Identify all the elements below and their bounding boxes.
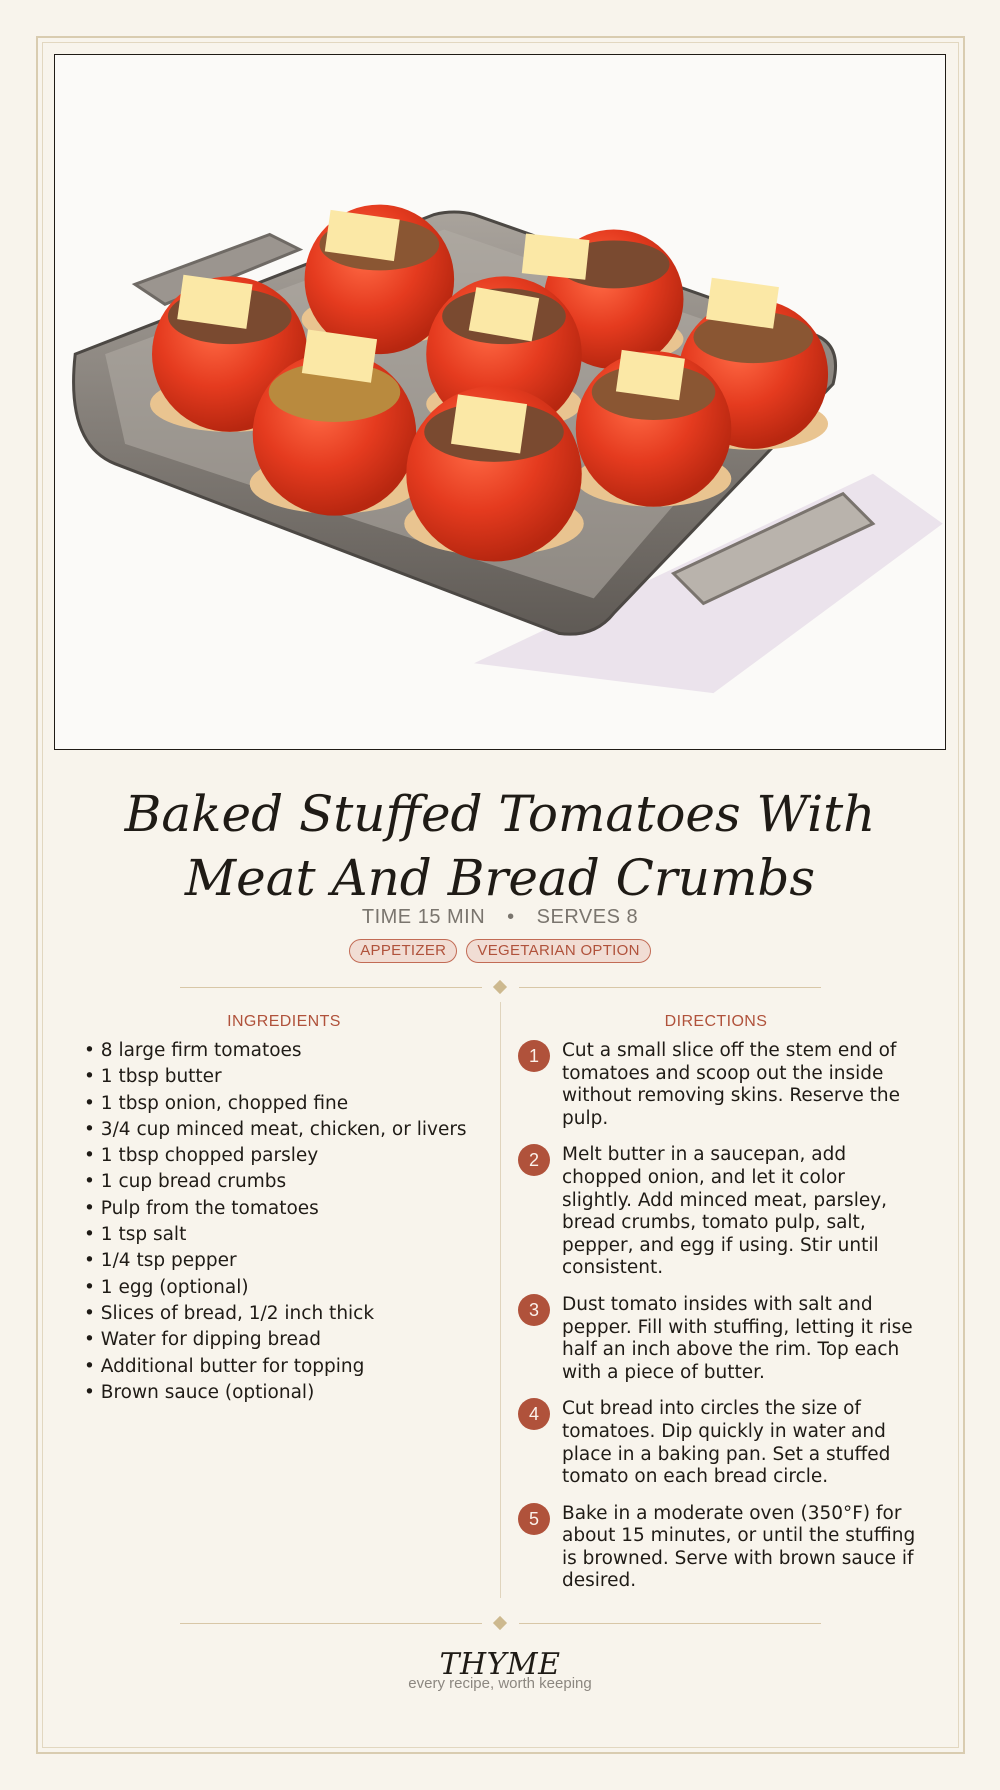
step-number-badge: 4 bbox=[518, 1398, 550, 1430]
directions-list bbox=[518, 1040, 918, 1593]
ingredients-list bbox=[84, 1038, 494, 1406]
brand-tagline: every recipe, worth keeping bbox=[408, 1675, 592, 1692]
recipe-hero-image bbox=[54, 54, 946, 750]
brand-logo: THYME bbox=[439, 1647, 561, 1682]
direction-step bbox=[518, 1040, 918, 1130]
tag-appetizer[interactable]: APPETIZER bbox=[349, 939, 457, 963]
step-text: Bake in a moderate oven (350°F) for about 15 minutes, or until the stuffing is browned. Serve with brown sauce if desired. bbox=[562, 1502, 916, 1592]
column-divider bbox=[500, 1002, 501, 1598]
list-item: • Slices of bread, 1/2 inch thick bbox=[84, 1302, 375, 1324]
list-item: • 1 egg (optional) bbox=[84, 1276, 249, 1298]
list-item: • Water for dipping bread bbox=[84, 1329, 321, 1351]
recipe-servings: SERVES 8 bbox=[536, 906, 639, 928]
step-text: Melt butter in a saucepan, add chopped onion, and let it color slightly. Add minced meat, parsley, bread crumbs, tomato pulp, salt, pepper, and egg if using. Stir until consistent. bbox=[562, 1144, 888, 1279]
list-item: • 1 tbsp onion, chopped fine bbox=[84, 1092, 349, 1114]
step-text: Dust tomato insides with salt and pepper. Fill with stuffing, letting it rise half an inch above the rim. Top each with a piece of butter. bbox=[562, 1293, 913, 1383]
list-item: • Pulp from the tomatoes bbox=[84, 1197, 319, 1219]
bottom-divider bbox=[180, 1617, 821, 1629]
ingredients-heading: INGREDIENTS bbox=[227, 1013, 341, 1030]
list-item: • 1 tbsp butter bbox=[84, 1066, 222, 1088]
step-number-badge: 1 bbox=[518, 1040, 550, 1072]
direction-step bbox=[518, 1398, 918, 1488]
direction-step bbox=[518, 1503, 918, 1593]
step-text: Cut bread into circles the size of tomatoes. Dip quickly in water and place in a baking pan. Set a stuffed tomato on each bread circle. bbox=[562, 1398, 891, 1488]
step-text: Cut a small slice off the stem end of tomatoes and scoop out the inside without removing skins. Reserve the pulp. bbox=[562, 1040, 901, 1129]
list-item: • 3/4 cup minced meat, chicken, or livers bbox=[84, 1118, 467, 1140]
step-number-badge: 5 bbox=[518, 1503, 550, 1535]
recipe-time: TIME 15 MIN bbox=[361, 906, 486, 928]
step-number-badge: 3 bbox=[518, 1294, 550, 1326]
meta-separator: • bbox=[507, 906, 515, 928]
list-item: • Additional butter for topping bbox=[84, 1355, 365, 1377]
list-item: • 8 large firm tomatoes bbox=[84, 1040, 302, 1061]
tag-vegetarian-option[interactable]: VEGETARIAN OPTION bbox=[466, 939, 650, 963]
list-item: • 1 cup bread crumbs bbox=[84, 1171, 287, 1193]
direction-step bbox=[518, 1294, 918, 1384]
divider-diamond-icon bbox=[493, 980, 507, 994]
recipe-title: Baked Stuffed Tomatoes With Meat And Bread Crumbs bbox=[124, 785, 876, 907]
step-number-badge: 2 bbox=[518, 1144, 550, 1176]
list-item: • 1 tbsp chopped parsley bbox=[84, 1145, 319, 1167]
recipe-tags bbox=[0, 939, 1000, 963]
list-item: • 1/4 tsp pepper bbox=[84, 1250, 237, 1272]
directions-heading: DIRECTIONS bbox=[664, 1013, 768, 1030]
divider-diamond-icon bbox=[493, 1616, 507, 1630]
direction-step bbox=[518, 1144, 918, 1280]
list-item: • 1 tsp salt bbox=[84, 1224, 187, 1246]
recipe-meta bbox=[0, 906, 1000, 929]
list-item: • Brown sauce (optional) bbox=[84, 1381, 315, 1403]
top-divider bbox=[180, 981, 821, 993]
